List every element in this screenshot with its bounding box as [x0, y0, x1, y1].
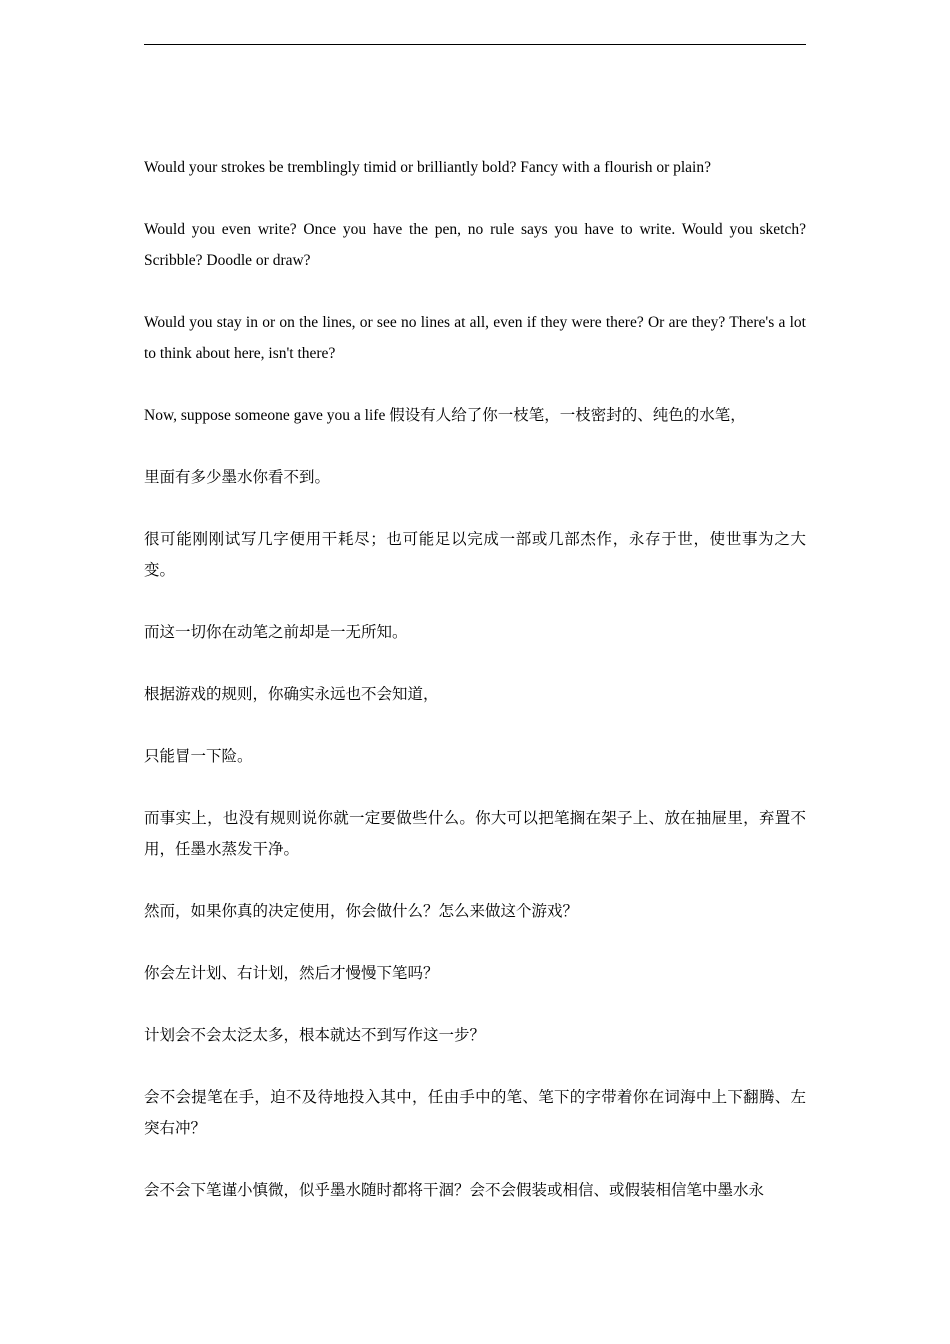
header-rule [144, 44, 806, 45]
paragraph-1: Would your strokes be tremblingly timid or brilliantly bold? Fancy with a flourish or plain? [144, 159, 711, 176]
paragraph-2: Would you even write? Once you have the pen, no rule says you have to write. Would you sketch? Scribble? Doodle or draw? [144, 221, 806, 269]
paragraph-11: 然而，如果你真的决定使用，你会做什么？怎么来做这个游戏？ [144, 903, 579, 920]
paragraph-4: Now, suppose someone gave you a life 假设有人给了你一枝笔，一枝密封的、纯色的水笔， [144, 407, 746, 424]
paragraph-5: 里面有多少墨水你看不到。 [144, 469, 331, 486]
paragraph-15: 会不会下笔谨小慎微，似乎墨水随时都将干涸？会不会假装或相信、或假装相信笔中墨水永 [144, 1182, 765, 1199]
paragraph-3: Would you stay in or on the lines, or see no lines at all, even if they were there? Or are they? There's a lot to think about here, isn't there? [144, 314, 806, 362]
paragraph-13: 计划会不会太泛太多，根本就达不到写作这一步？ [144, 1027, 486, 1044]
paragraph-7: 而这一切你在动笔之前却是一无所知。 [144, 624, 408, 641]
paragraph-6: 很可能刚刚试写几字便用干耗尽；也可能足以完成一部或几部杰作，永存于世，使世事为之大变。 [144, 531, 806, 579]
paragraph-9: 只能冒一下险。 [144, 748, 253, 765]
paragraph-12: 你会左计划、右计划，然后才慢慢下笔吗？ [144, 965, 439, 982]
paragraph-14: 会不会提笔在手，迫不及待地投入其中，任由手中的笔、笔下的字带着你在词海中上下翻腾、左突右冲？ [144, 1089, 806, 1137]
paragraph-8: 根据游戏的规则，你确实永远也不会知道， [144, 686, 439, 703]
body-text [144, 152, 806, 1237]
paragraph-10: 而事实上，也没有规则说你就一定要做些什么。你大可以把笔搁在架子上、放在抽屉里，弃置不用，任墨水蒸发干净。 [144, 810, 806, 858]
